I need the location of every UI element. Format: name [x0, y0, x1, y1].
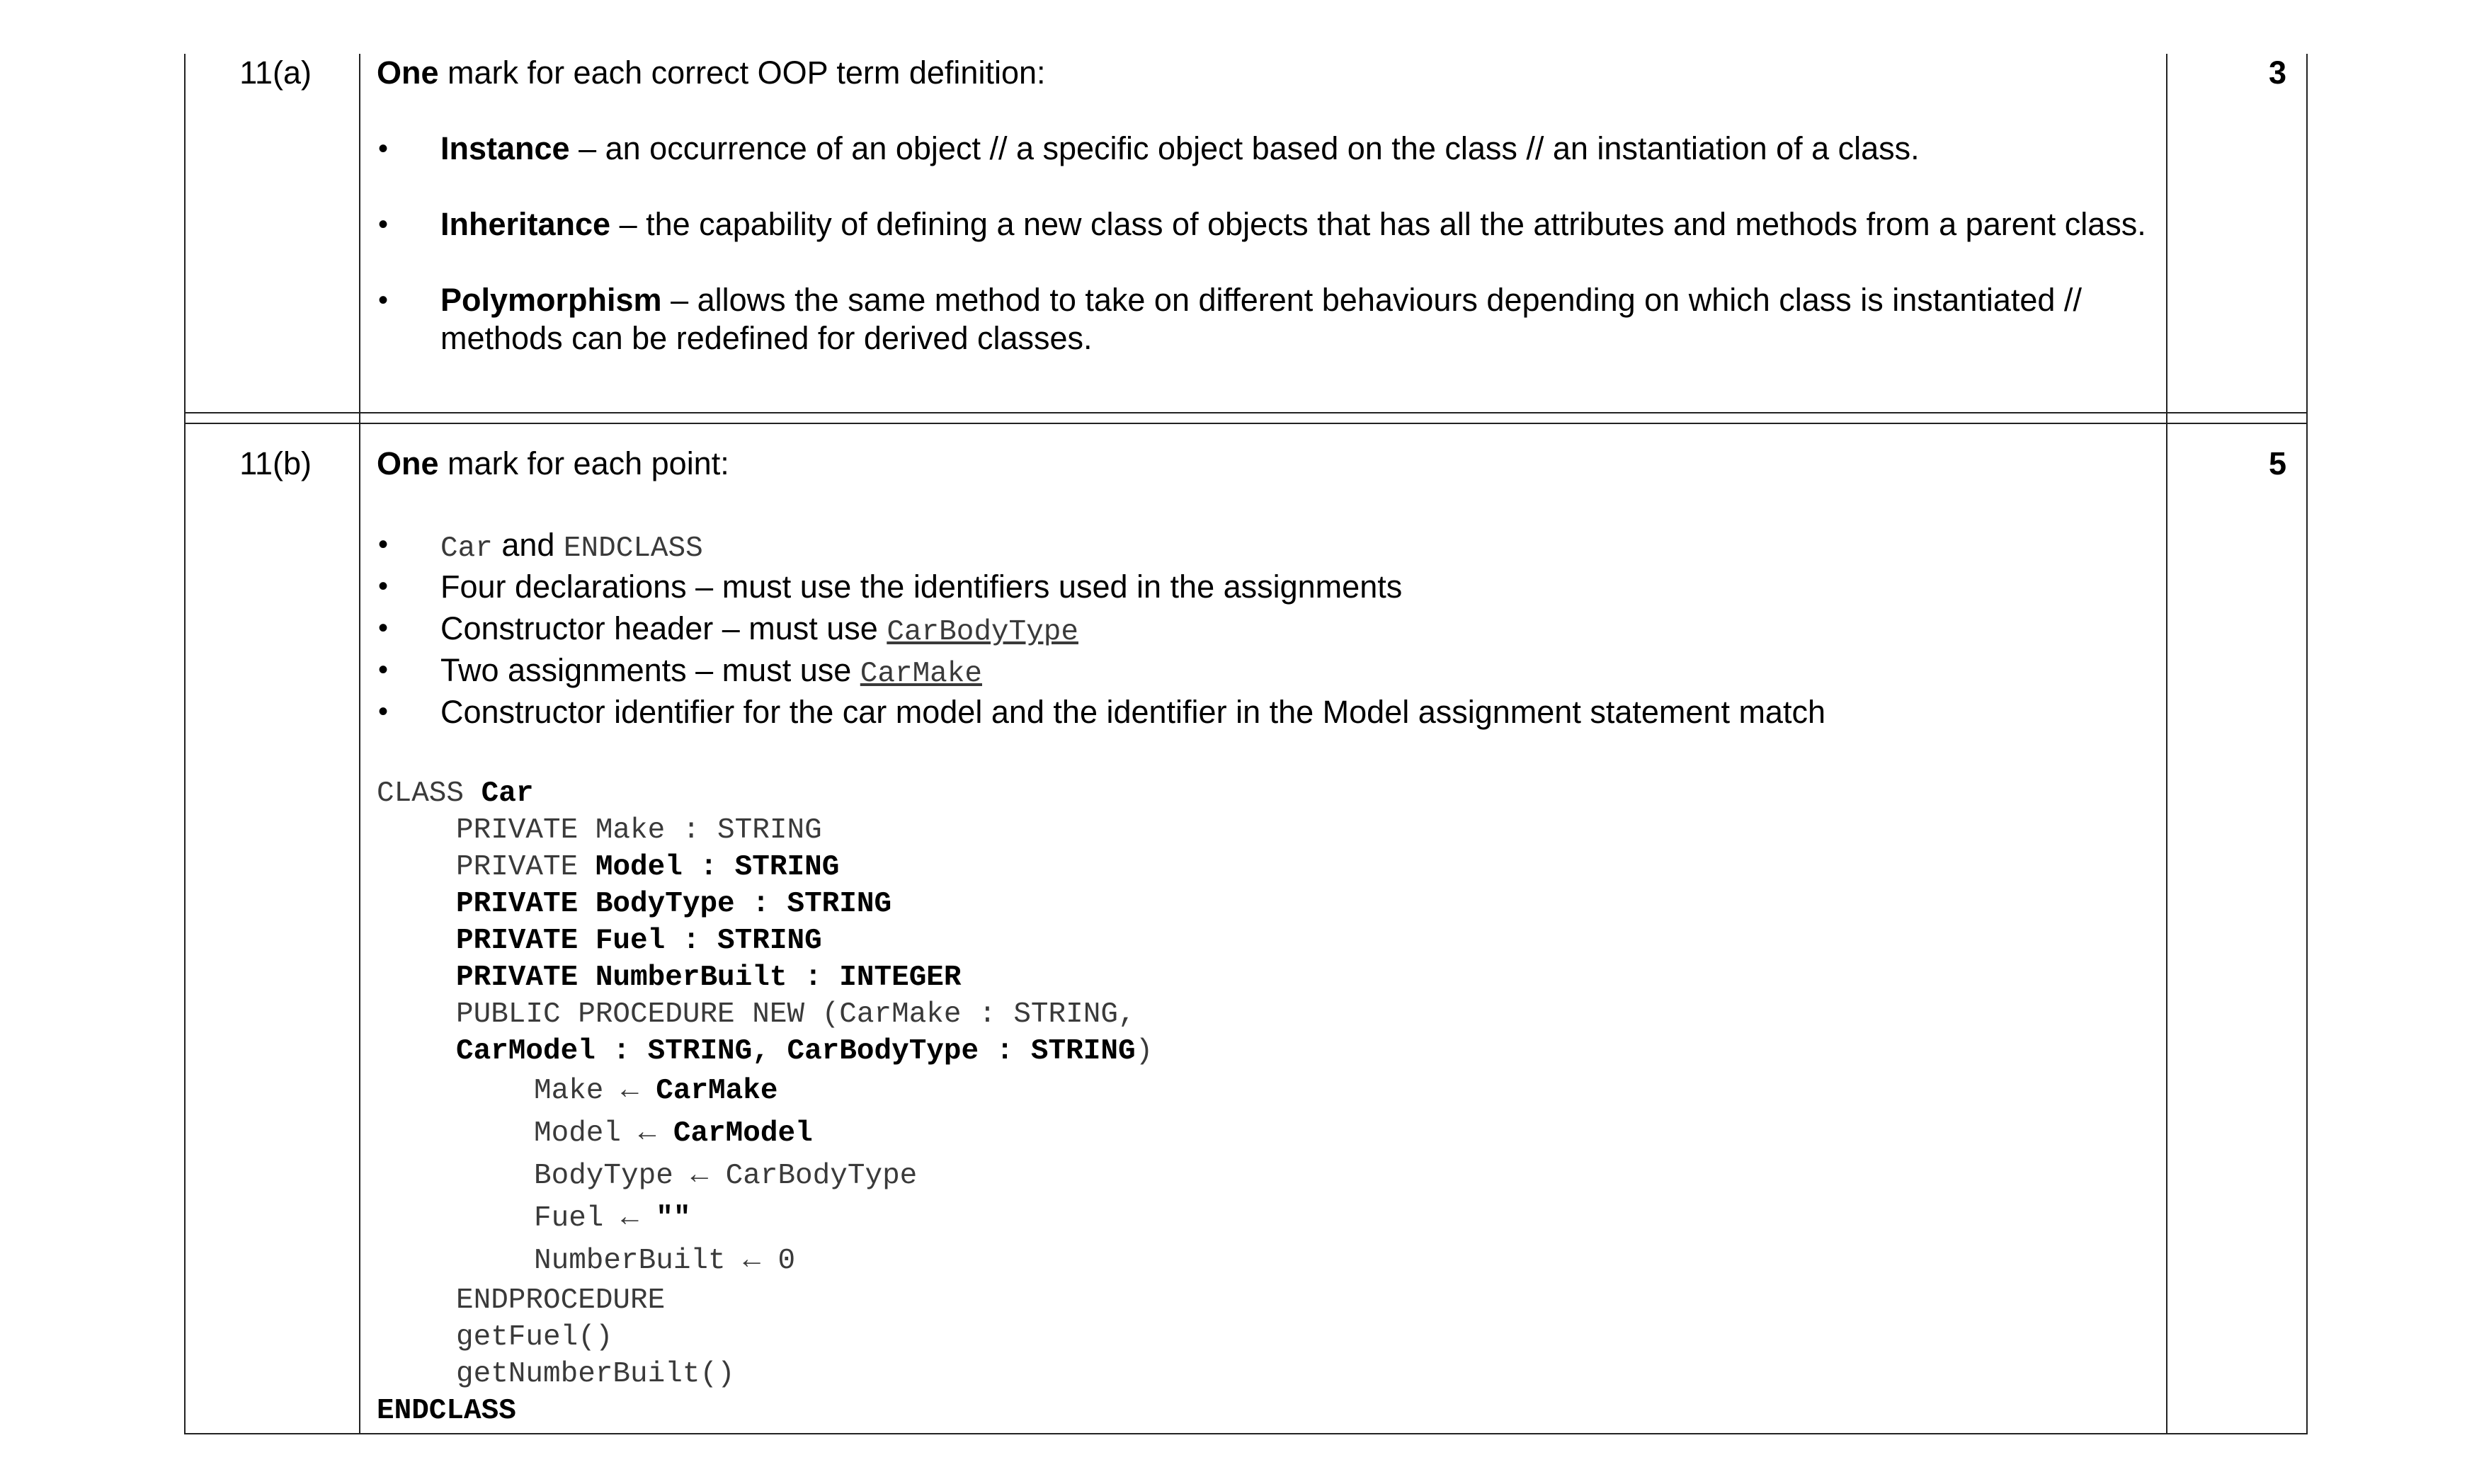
code-bodytype-declaration: PRIVATE BodyType : STRING	[456, 888, 892, 920]
term-inheritance: Inheritance	[440, 206, 611, 242]
marking-point-4-code: CarMake	[860, 658, 982, 690]
marking-point-1-and: and	[492, 527, 564, 563]
table-border-right	[2306, 54, 2308, 1434]
table-border-left	[184, 54, 186, 1434]
marking-point-4-text: Two assignments – must use	[440, 652, 860, 688]
code-line-model	[377, 849, 2154, 886]
mark-scheme-sheet	[184, 54, 2308, 1434]
instruction-11b-text: mark for each point:	[438, 445, 729, 481]
answer-11b	[377, 445, 2154, 1429]
instruction-11b-bold: One	[377, 445, 439, 481]
marking-point-1-code-endclass: ENDCLASS	[563, 532, 703, 565]
definition-polymorphism-text: – allows the same method to take on different behaviours depending on which class is instantiated // methods can be redefined for derived classes.	[440, 282, 2082, 356]
code-line-constructor-header: PUBLIC PROCEDURE NEW (CarMake : STRING,	[456, 998, 1136, 1031]
question-number-11a: 11(a)	[239, 55, 312, 91]
pseudocode-block	[377, 775, 2154, 1429]
code-class-name: Car	[481, 777, 534, 810]
code-constructor-params-bold: CarModel : STRING, CarBodyType : STRING	[456, 1035, 1136, 1068]
code-line-endclass	[377, 1393, 2154, 1429]
code-line-assign-fuel	[377, 1197, 2154, 1240]
code-assign-make-value: CarMake	[656, 1075, 778, 1107]
code-line-class	[377, 775, 2154, 812]
code-line-assign-model	[377, 1112, 2154, 1155]
code-assign-make-target: Make ←	[534, 1075, 656, 1107]
table-border-bottom	[184, 1433, 2308, 1434]
marking-point-5: • Constructor identifier for the car model and the identifier in the Model assignment statement match	[377, 691, 2154, 733]
definition-instance	[377, 130, 2154, 168]
code-assign-fuel-target: Fuel ←	[534, 1202, 656, 1235]
instruction-11a-bold: One	[377, 55, 439, 91]
marking-point-3	[377, 607, 2154, 649]
code-constructor-close: )	[1135, 1035, 1153, 1068]
marking-points-list	[377, 524, 2154, 733]
instruction-11b	[377, 445, 2154, 483]
question-number-11b: 11(b)	[239, 445, 312, 481]
code-fuel-declaration: PRIVATE Fuel : STRING	[456, 925, 822, 957]
code-line-make: PRIVATE Make : STRING	[456, 814, 822, 847]
code-line-assign-numberbuilt: NumberBuilt ← 0	[534, 1245, 796, 1277]
code-assign-model-target: Model ←	[534, 1117, 673, 1150]
marking-point-2: • Four declarations – must use the identifiers used in the assignments	[377, 566, 2154, 607]
code-keyword-class: CLASS	[377, 777, 482, 810]
term-instance: Instance	[440, 130, 570, 166]
marking-point-1-code-car: Car	[440, 532, 493, 565]
marks-11b: 5	[2268, 445, 2286, 481]
definition-inheritance-text: – the capability of defining a new class of objects that has all the attributes and methods from a parent class.	[610, 206, 2146, 242]
definition-list	[377, 130, 2154, 358]
marking-point-3-code: CarBodyType	[887, 616, 1078, 649]
definition-inheritance	[377, 205, 2154, 244]
code-line-constructor-params	[377, 1033, 2154, 1070]
table-divider-question	[359, 54, 360, 1434]
marking-point-4	[377, 649, 2154, 691]
code-assign-fuel-value: ""	[656, 1202, 691, 1235]
row-separator-bottom	[184, 423, 2308, 424]
code-line-getfuel: getFuel()	[456, 1321, 613, 1354]
code-line-assign-make	[377, 1070, 2154, 1112]
code-line-assign-bodytype: BodyType ← CarBodyType	[534, 1160, 918, 1192]
code-line-bodytype	[377, 886, 2154, 923]
code-model-declaration: Model : STRING	[595, 851, 840, 884]
code-line-endprocedure: ENDPROCEDURE	[456, 1284, 666, 1317]
mark-scheme-table	[184, 54, 2308, 1434]
code-numberbuilt-declaration: PRIVATE NumberBuilt : INTEGER	[456, 961, 962, 994]
row-separator-top	[184, 412, 2308, 413]
instruction-11a-text: mark for each correct OOP term definition:	[438, 55, 1046, 91]
marks-11a: 3	[2268, 55, 2286, 91]
term-polymorphism: Polymorphism	[440, 282, 662, 318]
marking-point-1	[377, 524, 2154, 566]
code-line-getnumberbuilt: getNumberBuilt()	[456, 1358, 735, 1391]
definition-instance-text: – an occurrence of an object // a specific object based on the class // an instantiation of a class.	[569, 130, 1920, 166]
code-private-keyword: PRIVATE	[456, 851, 596, 884]
marking-point-3-text: Constructor header – must use	[440, 610, 887, 646]
instruction-11a	[377, 54, 2154, 92]
answer-11a	[377, 54, 2154, 358]
code-assign-model-value: CarModel	[673, 1117, 813, 1150]
code-line-fuel	[377, 923, 2154, 959]
definition-polymorphism	[377, 281, 2154, 358]
table-divider-marks	[2166, 54, 2167, 1434]
code-endclass: ENDCLASS	[377, 1395, 516, 1427]
code-line-numberbuilt	[377, 959, 2154, 996]
